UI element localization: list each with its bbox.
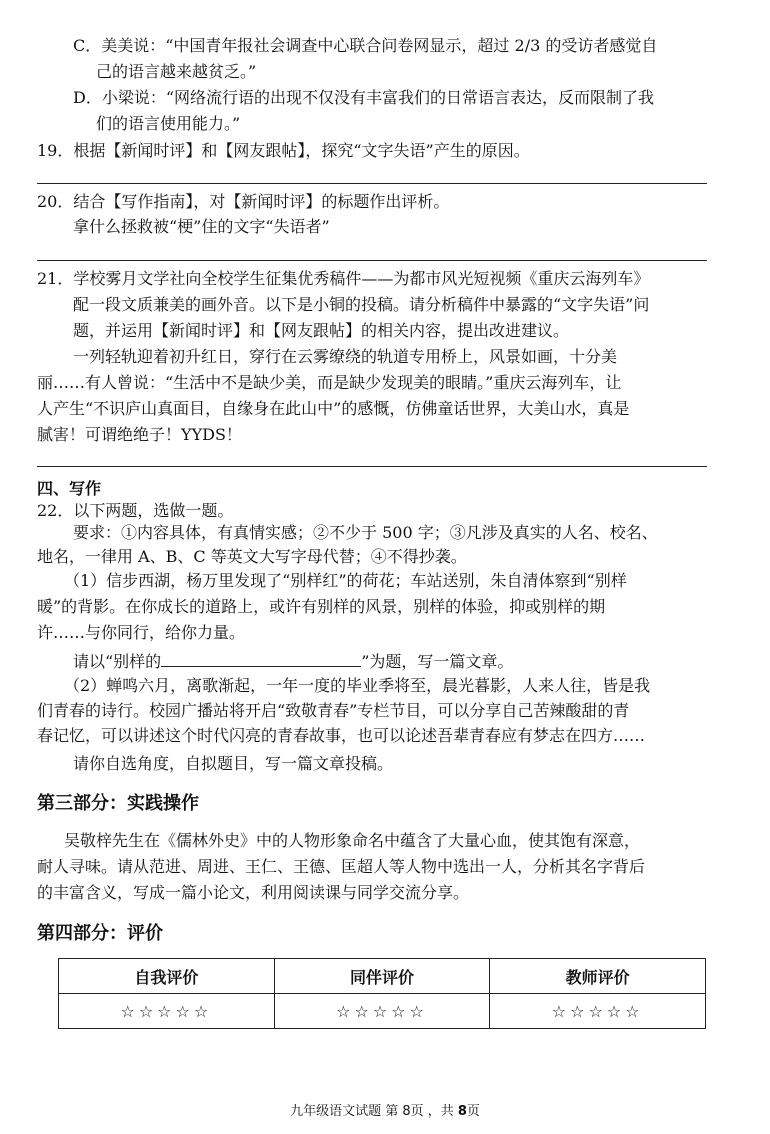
option-d-line2: 们的语言使用能力。” [96, 114, 241, 133]
requirements-line1: 要求：①内容具体，有真情实感；②不少于 500 字；③凡涉及真实的人名、校名、 [73, 523, 658, 542]
peer-eval-stars[interactable]: ☆☆☆☆☆ [274, 994, 490, 1029]
footer-text-pre: 九年级语文试题 第 8页 ，共 [290, 1104, 458, 1119]
answer-line [37, 260, 707, 261]
option-c-line2: 己的语言越来越贫乏。” [96, 62, 257, 81]
part3-line1: 吴敬梓先生在《儒林外史》中的人物形象命名中蕴含了大量心血，使其饱有深意， [64, 831, 641, 850]
draft-line2: 丽……有人曾说：“生活中不是缺少美，而是缺少发现美的眼睛。”重庆云海列车，让 [37, 373, 622, 392]
question-20: 20．结合【写作指南】，对【新闻时评】的标题作出评析。 [37, 192, 450, 211]
part3-heading: 第三部分：实践操作 [37, 793, 199, 814]
option1-line2: 暖”的背影。在你成长的道路上，或许有别样的风景，别样的体验，抑或别样的期 [37, 597, 606, 616]
teacher-eval-header: 教师评价 [490, 959, 706, 994]
title-blank [161, 650, 361, 667]
self-eval-stars[interactable]: ☆☆☆☆☆ [59, 994, 275, 1029]
draft-line3: 人产生“不识庐山真面目，自缘身在此山中”的感慨，仿佛童话世界，大美山水，真是 [37, 399, 630, 418]
answer-line [37, 183, 707, 184]
evaluation-table [58, 958, 706, 1029]
news-title-quote: 拿什么拯救被“梗”住的文字“失语者” [73, 217, 330, 236]
section-heading-writing: 四、写作 [37, 479, 102, 498]
option2-line4: 请你自选角度，自拟题目，写一篇文章投稿。 [73, 754, 394, 773]
option2-line3: 春记忆，可以讲述这个时代闪亮的青春故事，也可以论述吾辈青春应有梦志在四方…… [37, 726, 646, 745]
option2-line2: 们青春的诗行。校园广播站将开启“致敬青春”专栏节目，可以分享自己苦辣酸甜的青 [37, 701, 630, 720]
footer-total-pages: 8 [457, 1104, 467, 1119]
option-c-line1: C．美美说：“中国青年报社会调查中心联合问卷网显示，超过 2/3 的受访者感觉自 [73, 36, 658, 55]
question-21-line3: 题，并运用【新闻时评】和【网友跟帖】的相关内容，提出改进建议。 [73, 321, 570, 340]
question-21-line1: 21．学校雾月文学社向全校学生征集优秀稿件——为都市风光短视频《重庆云海列车》 [37, 269, 650, 288]
teacher-eval-stars[interactable]: ☆☆☆☆☆ [490, 994, 706, 1029]
peer-eval-header: 同伴评价 [274, 959, 490, 994]
draft-line4: 腻害！可谓绝绝子！YYDS！ [37, 425, 242, 444]
question-21-line2: 配一段文质兼美的画外音。以下是小铜的投稿。请分析稿件中暴露的“文字失语”问 [73, 295, 650, 314]
part4-heading: 第四部分：评价 [37, 923, 163, 944]
option1-line3: 许……与你同行，给你力量。 [37, 623, 246, 642]
page-footer [0, 1100, 770, 1119]
draft-line1: 一列轻轨迎着初升红日，穿行在云雾缭绕的轨道专用桥上，风景如画，十分美 [73, 347, 618, 366]
part3-line3: 的丰富含义，写成一篇小论文，利用阅读课与同学交流分享。 [37, 883, 470, 902]
option2-line1: （2）蝉鸣六月，离歌渐起，一年一度的毕业季将至，晨光暮影，人来人往，皆是我 [64, 676, 651, 695]
requirements-line2: 地名，一律用 A、B、C 等英文大写字母代替；④不得抄袭。 [37, 547, 467, 566]
self-eval-header: 自我评价 [59, 959, 275, 994]
option1-line1: （1）信步西湖，杨万里发现了“别样红”的荷花；车站送别，朱自清体察到“别样 [64, 571, 627, 590]
title-prompt-post: ”为题，写一篇文章。 [361, 652, 514, 671]
option-d-line1: D．小梁说：“网络流行语的出现不仅没有丰富我们的日常语言表达，反而限制了我 [73, 88, 655, 107]
option1-title-prompt [73, 650, 513, 673]
footer-text-post: 页 [466, 1104, 480, 1119]
title-prompt-pre: 请以“别样的 [73, 652, 162, 671]
answer-line [37, 466, 707, 467]
question-22: 22．以下两题，选做一题。 [37, 501, 234, 520]
part3-line2: 耐人寻味。请从范进、周进、王仁、王德、匡超人等人物中选出一人，分析其名字背后 [37, 857, 646, 876]
question-19: 19．根据【新闻时评】和【网友跟帖】，探究“文字失语”产生的原因。 [37, 141, 530, 160]
